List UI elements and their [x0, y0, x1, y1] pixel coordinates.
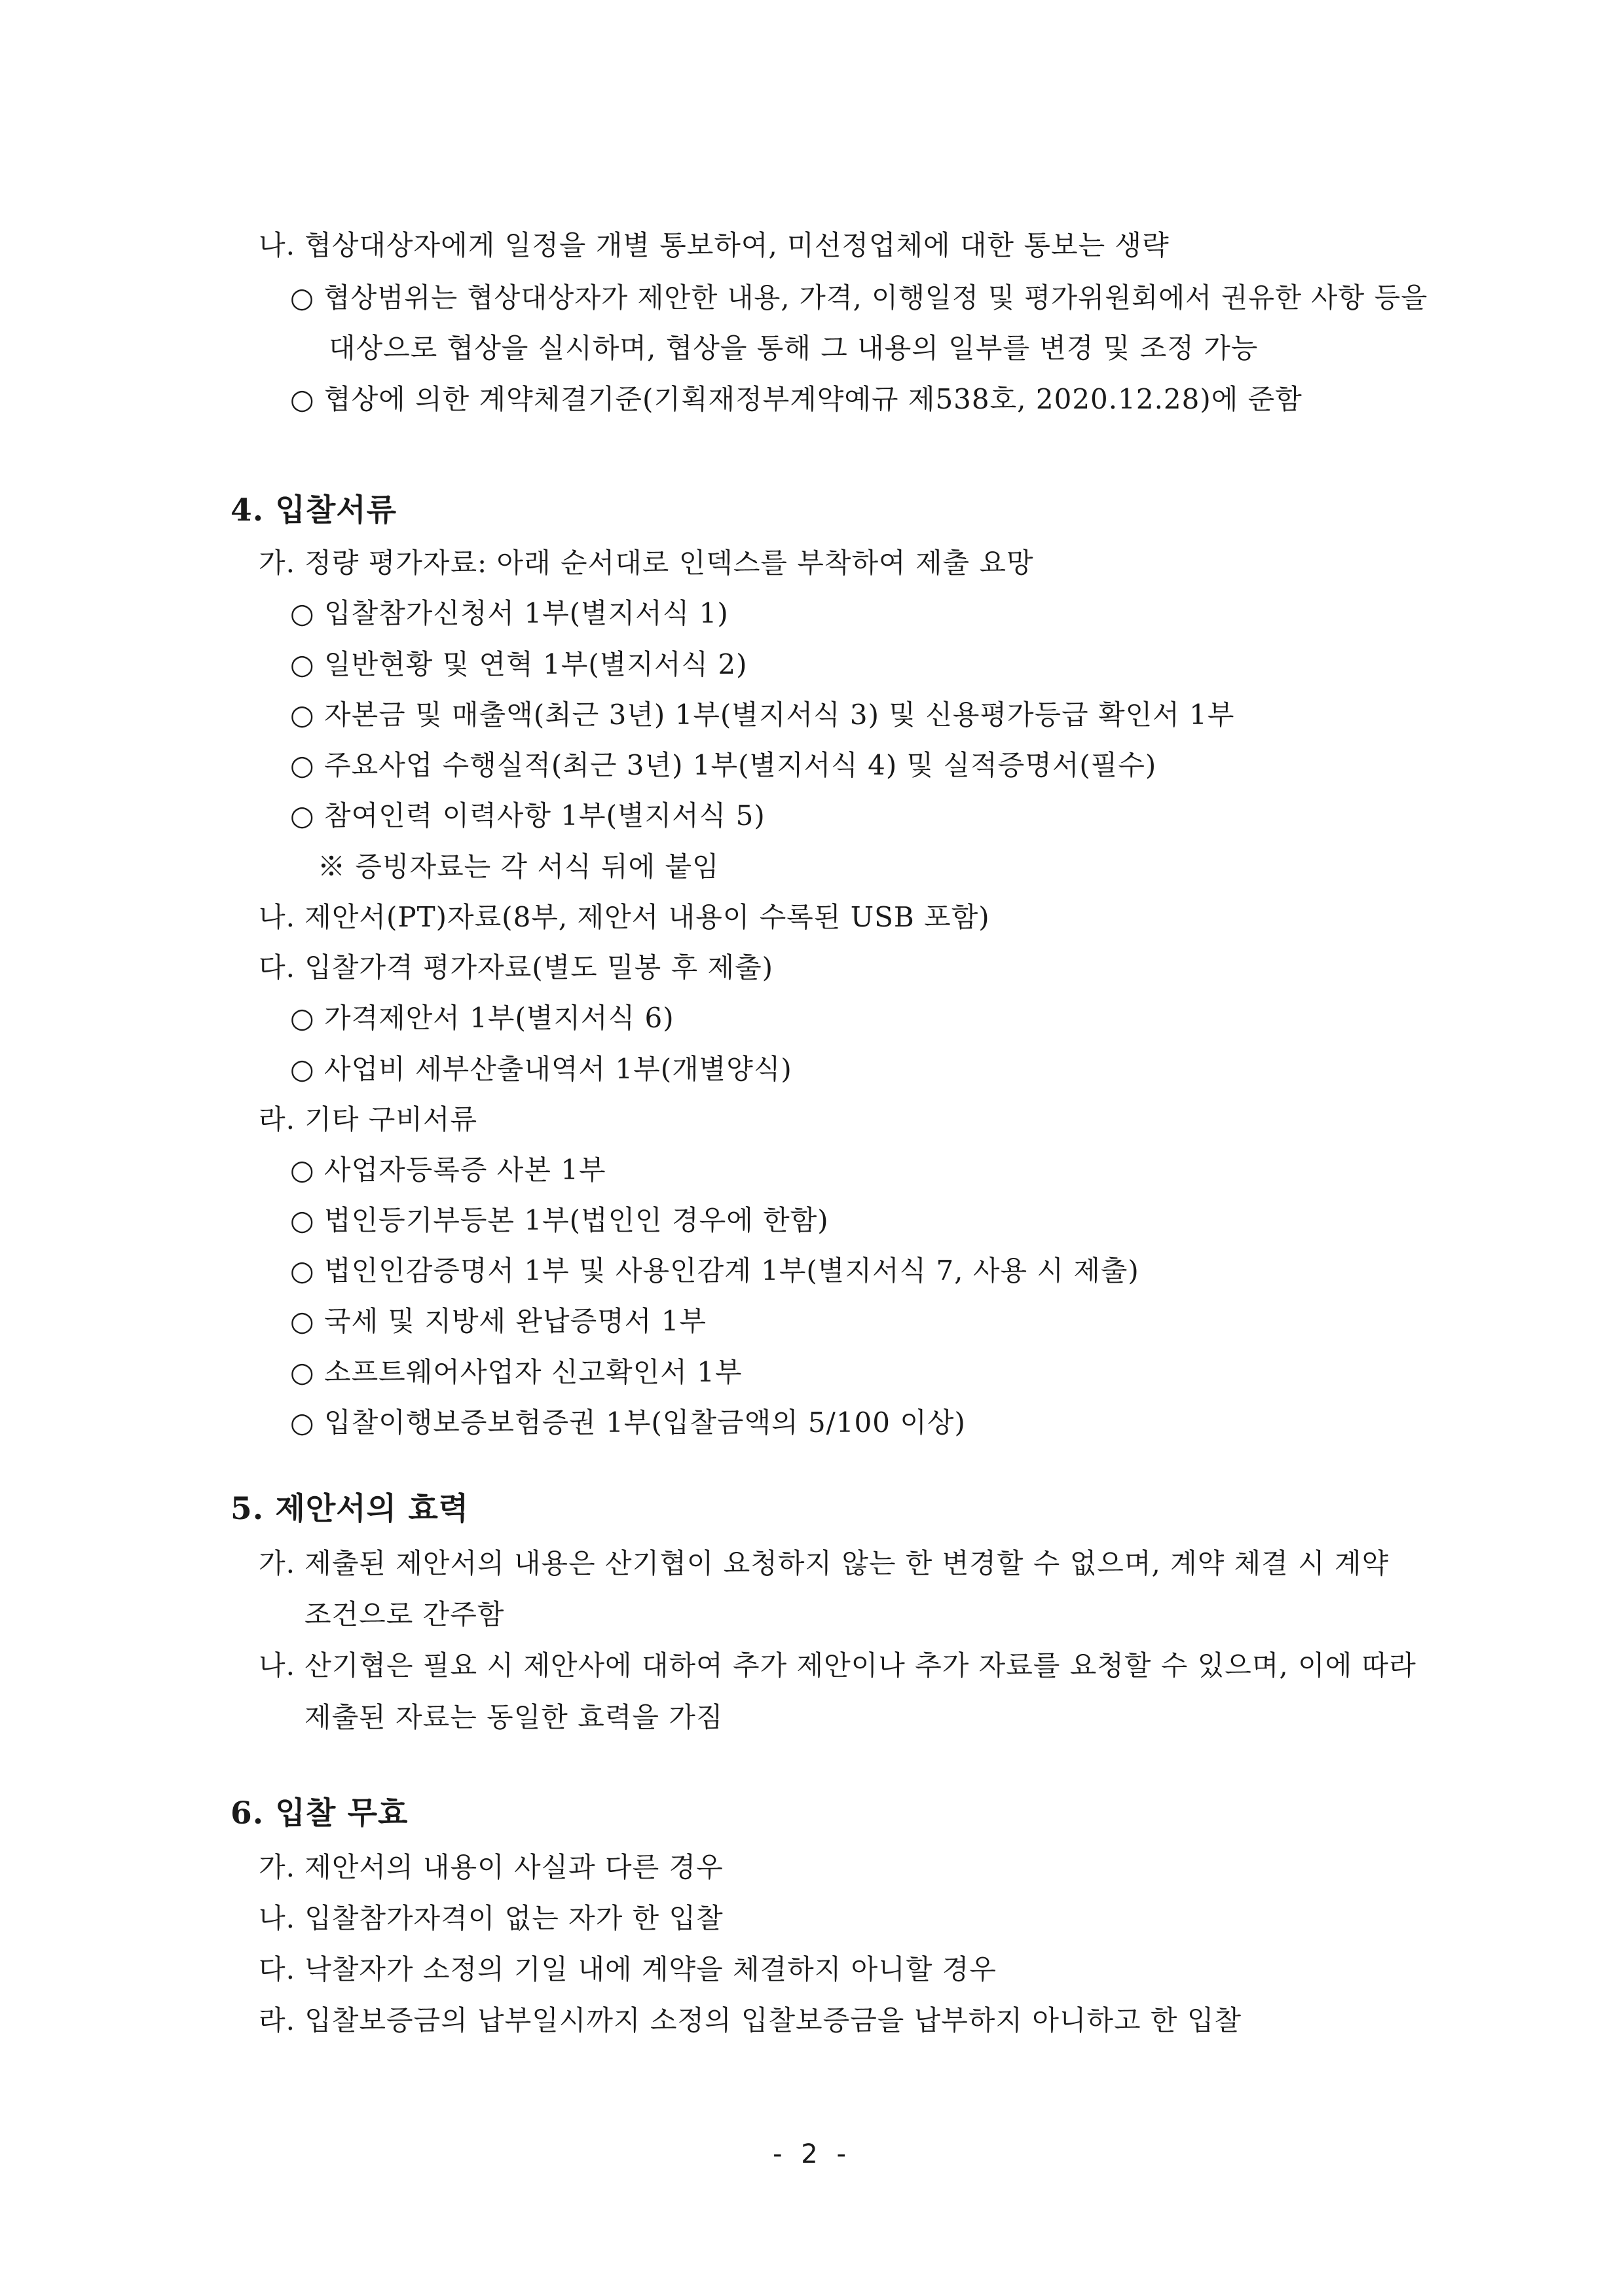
- section4-ra-item-2: ○ 법인등기부등본 1부(법인인 경우에 한함): [290, 1204, 829, 1236]
- section3-bullet1-line1: ○ 협상범위는 협상대상자가 제안한 내용, 가격, 이행일정 및 평가위원회에서 권유한 사항 등을: [290, 282, 1428, 314]
- section4-ra-item-5: ○ 소프트웨어사업자 신고확인서 1부: [290, 1356, 743, 1388]
- section4-ga-item-4: ○ 주요사업 수행실적(최근 3년) 1부(별지서식 4) 및 실적증명서(필수): [290, 749, 1157, 781]
- section3-item-na: 나. 협상대상자에게 일정을 개별 통보하여, 미선정업체에 대한 통보는 생략: [259, 229, 1170, 261]
- section4-da-item-2: ○ 사업비 세부산출내역서 1부(개별양식): [290, 1053, 792, 1085]
- section4-item-da: 다. 입찰가격 평가자료(별도 밀봉 후 제출): [259, 951, 774, 983]
- section4-item-na: 나. 제안서(PT)자료(8부, 제안서 내용이 수록된 USB 포함): [259, 901, 990, 933]
- section3-bullet2: ○ 협상에 의한 계약체결기준(기획재정부계약예규 제538호, 2020.12.28)에 준함: [290, 383, 1302, 415]
- section4-ra-item-3: ○ 법인인감증명서 1부 및 사용인감계 1부(별지서식 7, 사용 시 제출): [290, 1255, 1139, 1287]
- section6-item-4: 라. 입찰보증금의 납부일시까지 소정의 입찰보증금을 납부하지 아니하고 한 입찰: [259, 2004, 1242, 2036]
- section4-da-item-1: ○ 가격제안서 1부(별지서식 6): [290, 1002, 674, 1034]
- page-number: - 2 -: [773, 2139, 851, 2169]
- section6-heading: 6. 입찰 무효: [231, 1795, 409, 1831]
- section5-item-na-line1: 나. 산기협은 필요 시 제안사에 대하여 추가 제안이나 추가 자료를 요청할 수 있으며, 이에 따라: [259, 1649, 1416, 1681]
- section3-bullet1-line2: 대상으로 협상을 실시하며, 협상을 통해 그 내용의 일부를 변경 및 조정 가능: [329, 332, 1259, 364]
- section6-item-3: 다. 낙찰자가 소정의 기일 내에 계약을 체결하지 아니할 경우: [259, 1953, 997, 1985]
- section4-ga-item-1: ○ 입찰참가신청서 1부(별지서식 1): [290, 597, 729, 629]
- section4-ga-note: ※ 증빙자료는 각 서식 뒤에 붙임: [318, 851, 720, 883]
- section5-heading: 5. 제안서의 효력: [231, 1491, 470, 1527]
- section6-item-1: 가. 제안서의 내용이 사실과 다른 경우: [259, 1851, 724, 1883]
- section4-item-ra: 라. 기타 구비서류: [259, 1103, 478, 1135]
- section4-ra-item-6: ○ 입찰이행보증보험증권 1부(입찰금액의 5/100 이상): [290, 1406, 966, 1439]
- section4-ga-item-5: ○ 참여인력 이력사항 1부(별지서식 5): [290, 799, 766, 832]
- section4-ga-item-3: ○ 자본금 및 매출액(최근 3년) 1부(별지서식 3) 및 신용평가등급 확인서 1부: [290, 699, 1235, 731]
- section5-item-ga-line2: 조건으로 간주함: [304, 1598, 505, 1630]
- section6-item-2: 나. 입찰참가자격이 없는 자가 한 입찰: [259, 1902, 724, 1934]
- section4-ra-item-1: ○ 사업자등록증 사본 1부: [290, 1154, 606, 1186]
- section4-ra-item-4: ○ 국세 및 지방세 완납증명서 1부: [290, 1305, 707, 1337]
- section5-item-na-line2: 제출된 자료는 동일한 효력을 가짐: [304, 1701, 724, 1733]
- section4-heading: 4. 입찰서류: [231, 492, 397, 528]
- section5-item-ga-line1: 가. 제출된 제안서의 내용은 산기협이 요청하지 않는 한 변경할 수 없으며, 계약 체결 시 계약: [259, 1547, 1390, 1579]
- section4-ga-item-2: ○ 일반현황 및 연혁 1부(별지서식 2): [290, 648, 748, 680]
- section4-item-ga: 가. 정량 평가자료: 아래 순서대로 인덱스를 부착하여 제출 요망: [259, 547, 1034, 579]
